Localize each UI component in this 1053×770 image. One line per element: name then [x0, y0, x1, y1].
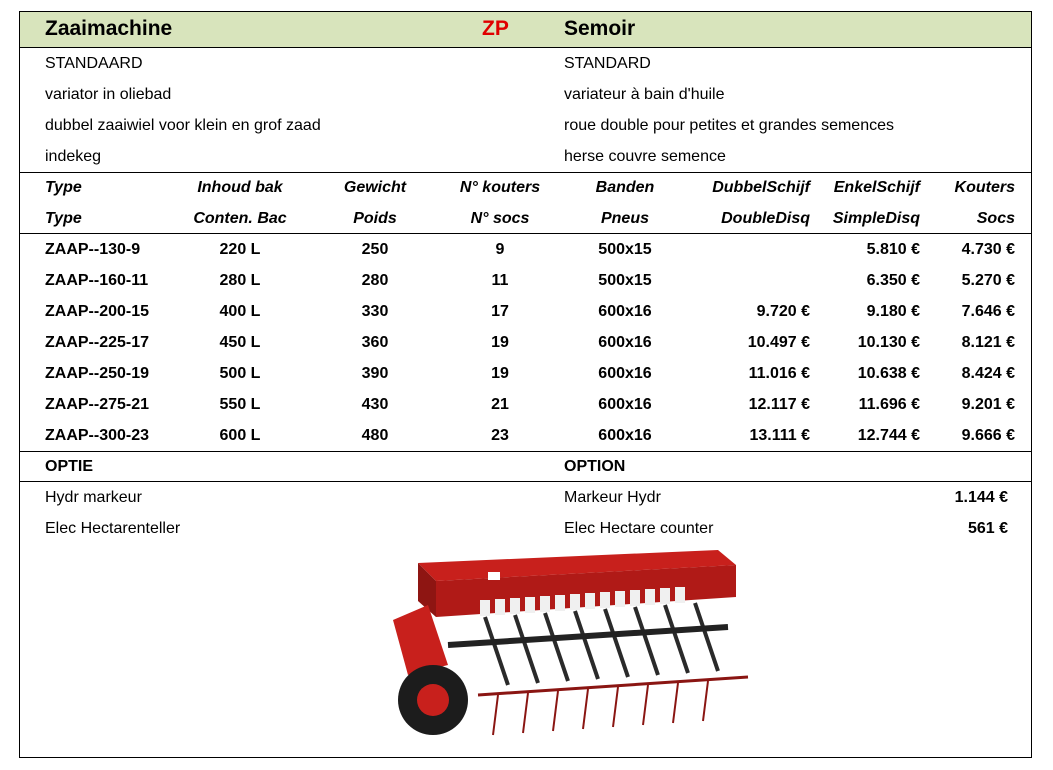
table-cell: 21 — [491, 396, 509, 413]
column-header: Pneus — [600, 210, 649, 227]
table-cell: 600x16 — [598, 365, 652, 382]
table-cell: 7.646 € — [961, 303, 1015, 320]
column-header: Banden — [595, 179, 655, 196]
table-cell: 9.666 € — [961, 427, 1015, 444]
feature-nl: indekeg — [45, 148, 102, 165]
title-nl: Zaaimachine — [45, 17, 173, 40]
option-price: 561 € — [967, 520, 1008, 537]
divider — [20, 233, 1031, 234]
table-cell: 13.111 € — [749, 427, 810, 444]
feature-fr: STANDARD — [564, 55, 651, 72]
table-cell: 500x15 — [598, 272, 652, 289]
table-cell: 6.350 € — [866, 272, 920, 289]
table-cell: 12.744 € — [857, 427, 920, 444]
divider — [20, 481, 1031, 482]
column-header: Gewicht — [343, 179, 407, 196]
feature-fr: variateur à bain d'huile — [564, 86, 725, 103]
table-cell: 11.016 € — [748, 365, 810, 382]
column-header: Inhoud bak — [197, 179, 283, 196]
table-cell: 11 — [491, 272, 509, 289]
table-cell: 10.497 € — [747, 334, 810, 351]
table-cell: 600x16 — [598, 303, 652, 320]
table-cell: 12.117 € — [748, 396, 810, 413]
column-header: EnkelSchijf — [833, 179, 920, 196]
table-cell: 280 — [361, 272, 389, 289]
table-cell: 9 — [495, 241, 505, 258]
table-cell: 220 L — [219, 241, 261, 258]
table-cell: 10.638 € — [857, 365, 920, 382]
column-header: DubbelSchijf — [712, 179, 810, 196]
table-cell: 5.810 € — [866, 241, 920, 258]
option-price: 1.144 € — [954, 489, 1008, 506]
price-sheet — [19, 11, 1032, 758]
divider — [20, 172, 1031, 173]
table-cell: 600x16 — [598, 396, 652, 413]
table-cell: 19 — [491, 334, 509, 351]
column-header: SimpleDisq — [832, 210, 920, 227]
feature-fr: herse couvre semence — [564, 148, 726, 165]
column-header: Poids — [353, 210, 397, 227]
table-cell: 280 L — [219, 272, 261, 289]
options-title-fr: OPTION — [564, 458, 626, 475]
table-cell: 400 L — [219, 303, 261, 320]
table-cell: 8.424 € — [961, 365, 1015, 382]
table-cell: 500 L — [219, 365, 261, 382]
divider — [20, 451, 1031, 452]
table-cell: 9.201 € — [961, 396, 1015, 413]
column-header: Kouters — [954, 179, 1015, 196]
table-cell: 600x16 — [598, 334, 652, 351]
table-cell: ZAAP--200-15 — [45, 303, 150, 320]
column-header: Conten. Bac — [193, 210, 287, 227]
table-cell: 430 — [361, 396, 389, 413]
option-name-nl: Elec Hectarenteller — [45, 520, 181, 537]
table-cell: 600 L — [219, 427, 261, 444]
table-cell: 390 — [361, 365, 389, 382]
table-cell: ZAAP--225-17 — [45, 334, 150, 351]
table-cell: ZAAP--160-11 — [45, 272, 149, 289]
table-cell: 330 — [361, 303, 389, 320]
seed-drill-image — [388, 545, 764, 743]
header-bar — [20, 12, 1031, 48]
column-header: N° kouters — [459, 179, 541, 196]
option-name-fr: Elec Hectare counter — [564, 520, 714, 537]
table-cell: 250 — [361, 241, 389, 258]
table-cell: 11.696 € — [858, 396, 920, 413]
table-cell: 450 L — [219, 334, 261, 351]
table-cell: 480 — [361, 427, 389, 444]
table-cell: 9.720 € — [756, 303, 810, 320]
column-header: Socs — [976, 210, 1015, 227]
table-cell: 9.180 € — [866, 303, 920, 320]
table-cell: 17 — [491, 303, 509, 320]
column-header: Type — [45, 210, 82, 227]
option-name-nl: Hydr markeur — [45, 489, 142, 506]
table-cell: 5.270 € — [961, 272, 1015, 289]
feature-nl: variator in oliebad — [45, 86, 172, 103]
table-cell: 550 L — [219, 396, 261, 413]
table-cell: 500x15 — [598, 241, 652, 258]
feature-fr: roue double pour petites et grandes semences — [564, 117, 894, 134]
feature-nl: STANDAARD — [45, 55, 143, 72]
table-cell: ZAAP--275-21 — [45, 396, 150, 413]
feature-nl: dubbel zaaiwiel voor klein en grof zaad — [45, 117, 321, 134]
table-cell: 8.121 € — [961, 334, 1015, 351]
options-title-nl: OPTIE — [45, 458, 94, 475]
table-cell: ZAAP--250-19 — [45, 365, 150, 382]
table-cell: ZAAP--300-23 — [45, 427, 150, 444]
table-cell: 600x16 — [598, 427, 652, 444]
table-cell: 4.730 € — [961, 241, 1015, 258]
table-cell: 19 — [491, 365, 509, 382]
option-name-fr: Markeur Hydr — [564, 489, 661, 506]
title-fr: Semoir — [564, 17, 636, 40]
table-cell: ZAAP--130-9 — [45, 241, 141, 258]
table-cell: 10.130 € — [857, 334, 920, 351]
table-cell: 360 — [361, 334, 389, 351]
column-header: N° socs — [470, 210, 530, 227]
column-header: DoubleDisq — [721, 210, 810, 227]
model-code: ZP — [482, 17, 509, 40]
table-cell: 23 — [491, 427, 509, 444]
column-header: Type — [45, 179, 82, 196]
